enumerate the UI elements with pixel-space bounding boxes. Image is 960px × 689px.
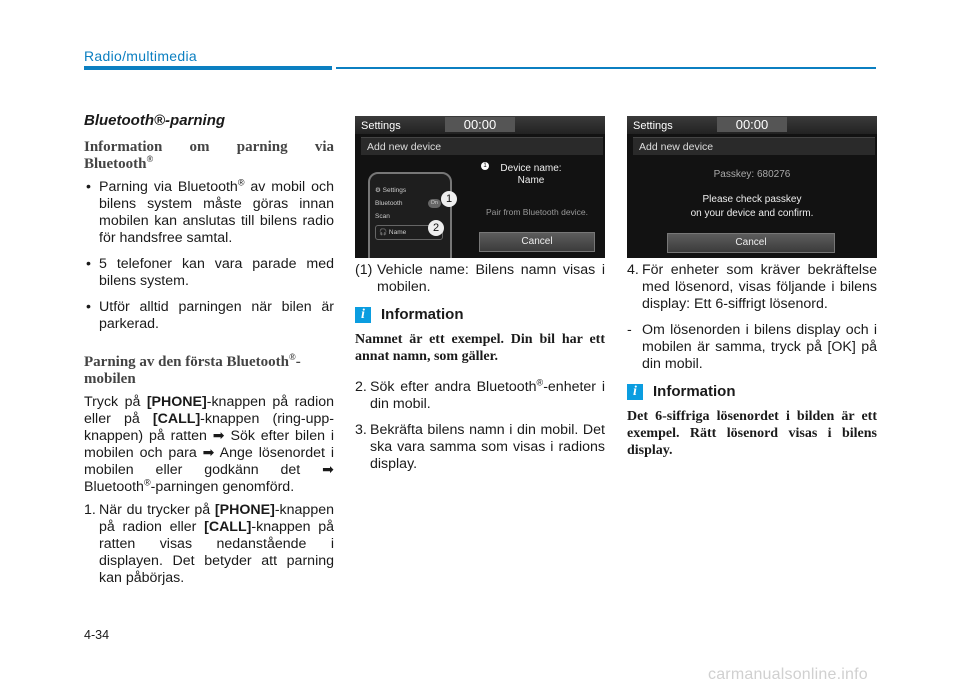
bullet-item: • 5 telefoner kan vara parade med bilens system. bbox=[84, 256, 334, 290]
device-name-value: Name bbox=[517, 175, 545, 186]
bullet-item: • Parning via Bluetooth® av mobil och bilens system måste göras innan mobilen kan anslutas till bilens radio för handsfree samtal. bbox=[84, 179, 334, 247]
phone-illustration bbox=[368, 172, 452, 258]
screen-clock: 00:00 bbox=[445, 117, 515, 132]
watermark: carmanualsonline.info bbox=[708, 666, 868, 683]
bullet-item: • Utför alltid parningen när bilen är parkerad. bbox=[84, 299, 334, 333]
callout-1-small: 1 bbox=[481, 162, 489, 170]
info-header: i Information bbox=[627, 383, 877, 400]
subheading-pairing: Parning av den första Bluetooth®- mobilen bbox=[84, 352, 301, 387]
info-icon: i bbox=[355, 307, 371, 323]
step-4: 4. För enheter som kräver bekräftelse med lösenord, visas följande i bilens display: Ett 6-siffrigt lösenord. bbox=[627, 262, 877, 312]
pair-instruction: Pair from Bluetooth device. bbox=[485, 207, 589, 217]
section-heading: Bluetooth®-parning bbox=[84, 112, 226, 129]
subheading-info: Information om parning via Bluetooth® bbox=[84, 139, 334, 172]
info-body: Namnet är ett exempel. Din bil har ett annat namn, som gäller. bbox=[355, 332, 605, 364]
section-title: Radio/multimedia bbox=[84, 48, 197, 64]
callout-2: 2 bbox=[428, 220, 444, 236]
screen-add-device bbox=[355, 116, 605, 258]
passkey-message-2: on your device and confirm. bbox=[690, 208, 814, 219]
passkey-value: Passkey: 680276 bbox=[713, 169, 791, 180]
screen-subtitle: Add new device bbox=[633, 137, 875, 155]
column-left bbox=[84, 108, 334, 596]
phone-menu-bluetooth: Bluetooth On bbox=[375, 197, 443, 210]
step-1-name: (1) Vehicle name: Bilens namn visas i mobilen. bbox=[355, 262, 605, 295]
step-confirm: - Om lösenorden i bilens display och i mobilen är samma, tryck på [OK] på din mobil. bbox=[627, 322, 877, 372]
screen-passkey bbox=[627, 116, 877, 258]
cancel-button[interactable]: Cancel bbox=[479, 232, 595, 252]
step-2: 2. Sök efter andra Bluetooth®-enheter i din mobil. bbox=[355, 377, 606, 412]
step-3: 3. Bekräfta bilens namn i din mobil. Det ska vara samma som visas i radions display. bbox=[355, 422, 605, 472]
column-middle bbox=[355, 108, 605, 482]
phone-menu-scan: Scan bbox=[375, 213, 390, 220]
step-1: 1. När du trycker på [PHONE]-knappen på radion eller [CALL]-knappen på ratten visas nedanstående i displayen. Det betyder att parning kan påbörjas. bbox=[84, 502, 335, 586]
screen-title: Settings bbox=[361, 120, 401, 132]
phone-toggle: On bbox=[428, 199, 441, 208]
header-rule-thick bbox=[84, 66, 332, 70]
phone-menu-settings: ⚙ Settings bbox=[375, 187, 407, 194]
screen-subtitle: Add new device bbox=[361, 137, 603, 155]
cancel-button[interactable]: Cancel bbox=[667, 233, 835, 253]
info-body: Det 6-siffriga lösenordet i bilden är ett exempel. Rätt lösenord visas i bilens display. bbox=[627, 409, 877, 458]
header-rule-thin bbox=[336, 67, 876, 69]
phone-menu-name: 🎧 Name bbox=[375, 225, 443, 240]
device-name-label: Device name: bbox=[500, 163, 562, 174]
page-number: 4-34 bbox=[84, 628, 110, 642]
callout-1: 1 bbox=[441, 191, 457, 207]
screen-title: Settings bbox=[633, 120, 673, 132]
screen-clock: 00:00 bbox=[717, 117, 787, 132]
info-icon: i bbox=[627, 384, 643, 400]
column-right bbox=[627, 108, 877, 459]
info-header: i Information bbox=[355, 306, 605, 323]
pairing-paragraph: Tryck på [PHONE]-knappen på radion eller på [CALL]-knappen (ring-upp-knappen) på ratten ➡ Sök efter bilen i mobilen och para ➡ Ange lösenordet i mobilen eller godkänn det ➡ Bluetooth®-parningen genomförd. bbox=[84, 394, 335, 495]
passkey-message-1: Please check passkey bbox=[702, 194, 802, 205]
